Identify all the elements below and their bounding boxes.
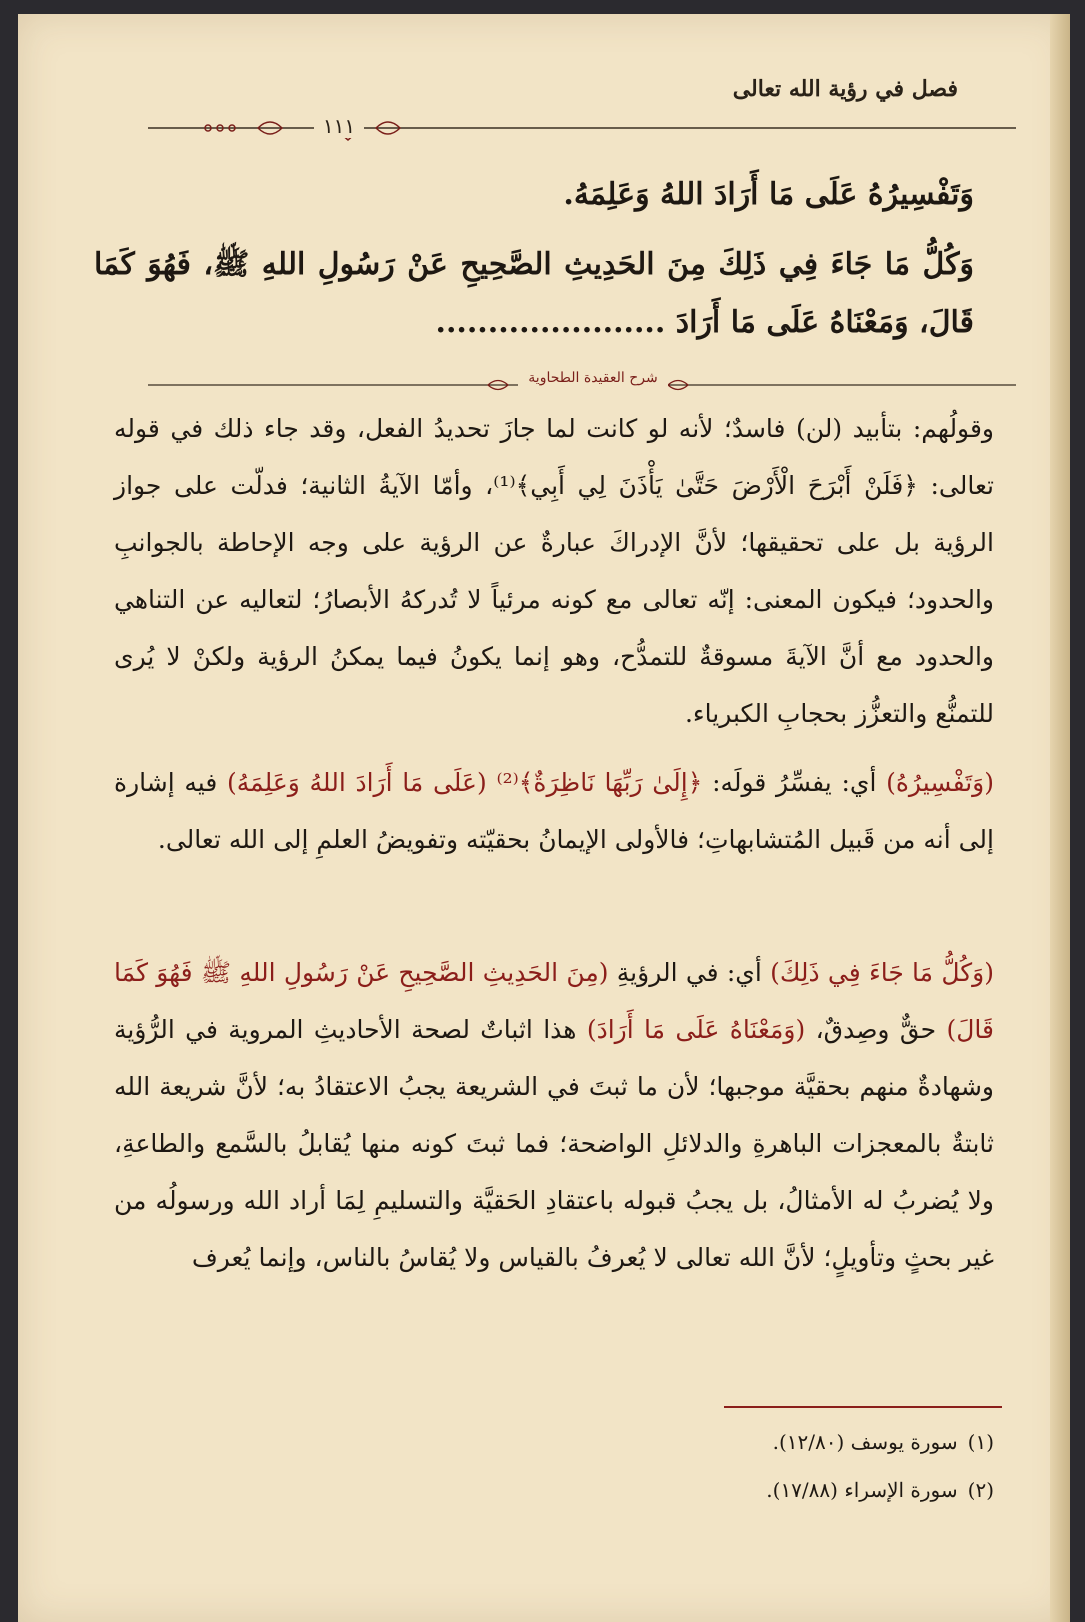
matn-quote: (وَتَفْسِيرُهُ) [886,768,995,797]
footnote-2 [114,1478,994,1502]
book-page [18,14,1070,1622]
commentary-text: هذا اثباتٌ لصحة الأحاديثِ المروية في الرُّؤية وشهادةٌ منهم بحقيَّة موجبها؛ لأن ما ثبتَ في الشريعة يجبُ الاعتقادُ به؛ لأنَّ شريعة الله ثابتةٌ بالمعجزات الباهرةِ والدلائلِ الواضحة؛ فما ثبتَ كونه منها يُقابلُ بالسَّمع والطاعةِ، ولا يُضربُ له الأمثالُ، بل يجبُ قبوله باعتقادِ الحَقيَّة والتسليمِ لِمَا أراد الله ورسولُه من غير بحثٍ وتأويلٍ؛ لأنَّ الله تعالى لا يُعرفُ بالقياس ولا يُقاسُ بالناس، وإنما يُعرف [114,1015,994,1272]
footnote-rule [724,1406,1002,1408]
header-ornament-rule [148,114,1016,142]
footnote-1 [114,1430,994,1454]
commentary-text: أي: يفسِّرُ قولَه: [702,768,887,797]
matn-quote: (عَلَى مَا أَرَادَ اللهُ وَعَلِمَهُ) [226,768,487,797]
footnote-number: (٢) [967,1478,994,1502]
footnote-text: سورة يوسف (١٢/٨٠). [772,1430,958,1454]
matn-quote: (وَمَعْنَاهُ عَلَى مَا أَرَادَ) [586,1015,806,1044]
commentary-text: فيه إشارة إلى أنه من قَبيل المُتشابهاتِ؛ فالأولى الإيمانُ بحقيّته وتفويضُ العلمِ إلى الله تعالى. [114,768,994,854]
matn-quote: (مِنَ الحَدِيثِ الصَّحِيحِ عَنْ رَسُولِ اللهِ ﷺ فَهُوَ كَمَا قَالَ) [114,958,994,1044]
footnote-number: (١) [967,1430,994,1454]
matn-quote: (وَكُلُّ مَا جَاءَ فِي ذَلِكَ) [770,958,994,987]
separator-label: شرح العقيدة الطحاوية [518,370,668,386]
running-title: فصل في رؤية الله تعالى [732,76,958,102]
page-number: ١١١ [314,114,364,138]
commentary-text: أي: في الرؤيةِ [608,958,771,987]
spacer-text [487,768,497,797]
commentary-paragraph-3 [114,944,994,1286]
commentary-paragraph-1: وقولُهم: بتأبيد (لن) فاسدٌ؛ لأنه لو كانت لما جازَ تحديدُ الفعل، وقد جاء ذلك في قوله تعالى: ﴿فَلَنْ أَبْرَحَ الْأَرْضَ حَتَّىٰ يَأْذَنَ لِي أَبِي﴾⁽¹⁾، وأمّا الآيةُ الثانية؛ فدلّت على جواز الرؤية بل على تحقيقها؛ لأنَّ الإدراكَ عبارةٌ عن الرؤية على وجه الإحاطة بالجوانبِ والحدود؛ فيكون المعنى: إنّه تعالى مع كونه مرئياً لا تُدركهُ الأبصارُ؛ لتعاليه عن التناهي والحدود مع أنَّ الآيةَ مسوقةٌ للتمدُّح، وهو إنما يكونُ فيما يمكنُ الرؤية ولكنْ لا يُرى للتمنُّع والتعزُّز بحجابِ الكبرياء. [114,414,994,728]
footnote-text: سورة الإسراء (١٧/٨٨). [766,1478,958,1502]
page-edge [1050,14,1070,1622]
matn-line-2: وَكُلُّ مَا جَاءَ فِي ذَلِكَ مِنَ الحَدِيثِ الصَّحِيحِ عَنْ رَسُولِ اللهِ ﷺ، فَهُوَ كَمَا قَالَ، وَمَعْنَاهُ عَلَى مَا أَرَادَ ...................... [94,247,974,340]
commentary-text: حقٌّ وصِدقٌ، [805,1015,947,1044]
quran-verse: ﴿إِلَىٰ رَبِّهَا نَاظِرَةٌ﴾⁽²⁾ [496,768,703,797]
commentary-paragraph-2 [114,754,994,868]
matn-line-1: وَتَفْسِيرُهُ عَلَى مَا أَرَادَ اللهُ وَعَلِمَهُ. [563,177,974,212]
